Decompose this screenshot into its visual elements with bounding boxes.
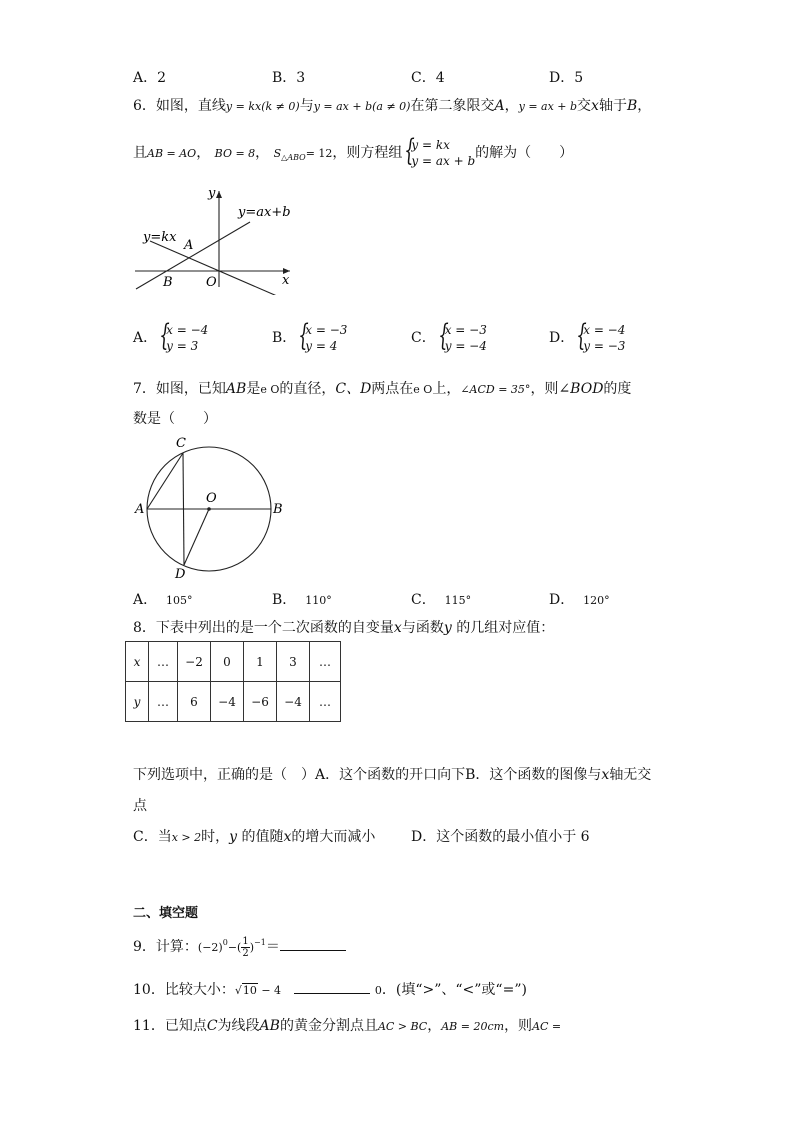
q8-options-line-2: 点	[133, 798, 147, 814]
q11-line: 11．已知点C为线段AB的黄金分割点且AC > BC，AB = 20cm，则AC =	[133, 1018, 562, 1034]
q7-option-a[interactable]: A． 105°	[133, 592, 193, 608]
q8-options-line-1: 下列选项中，正确的是（ ）A．这个函数的开口向下B．这个函数的图像与x轴无交	[133, 767, 652, 783]
q5-option-b[interactable]: B．3	[272, 70, 306, 86]
label-c: C	[176, 436, 186, 451]
q7-option-d[interactable]: D． 120°	[549, 592, 610, 608]
label-o: O	[206, 491, 217, 506]
section-heading-fill-blank: 二、填空题	[133, 906, 199, 921]
q6-option-d[interactable]: D． { x = −4 y = −3	[549, 322, 625, 354]
q5-option-d[interactable]: D．5	[549, 70, 584, 86]
q8-line-1: 8．下表中列出的是一个二次函数的自变量x与函数y 的几组对应值：	[133, 620, 555, 636]
chord-ac	[147, 453, 183, 509]
q10-line: 10．比较大小：√10 − 4 0．(填“>”、“<”或“=”)	[133, 979, 527, 1001]
q8-value-table	[125, 641, 341, 722]
table-row-x: x … −2 0 1 3 …	[126, 642, 341, 682]
q7-circle-figure	[128, 432, 288, 582]
segment-od	[184, 509, 209, 565]
center-dot	[207, 507, 211, 511]
label-point-a: A	[184, 238, 194, 253]
label-origin-o: O	[206, 275, 217, 290]
q7-option-c[interactable]: C． 115°	[411, 592, 472, 608]
q6-option-a[interactable]: A． { x = −4 y = 3	[133, 322, 208, 354]
label-d: D	[175, 567, 186, 582]
table-row-y: y … 6 −4 −6 −4 …	[126, 682, 341, 722]
q6-line-1: 6．如图，直线y = kx(k ≠ 0)与y = ax + b(a ≠ 0)在第二象限交A，y = ax + b交x轴于B，	[133, 98, 652, 114]
label-point-b: B	[163, 275, 173, 290]
q6-option-b[interactable]: B． { x = −3 y = 4	[272, 322, 347, 354]
q5-option-c[interactable]: C．4	[411, 70, 445, 86]
label-a: A	[135, 502, 145, 517]
q9-answer-blank[interactable]	[280, 936, 346, 951]
q8-option-c[interactable]: C．当x > 2时，y 的值随x的增大而减小	[133, 829, 376, 845]
q7-option-b[interactable]: B． 110°	[272, 592, 332, 608]
q10-answer-blank[interactable]	[294, 979, 370, 994]
q9-line: 9．计算：$(-2)^0-$( $\frac{1}{2}$ )$^{-1}$＝	[133, 933, 346, 959]
label-b: B	[273, 502, 283, 517]
q6-equation-system: { y = kx y = ax + b	[402, 137, 475, 169]
q6-line-2: 且AB = AO， BO = 8， $S_{\triangle ABO}= 12$，则方程组 { y = kx y = ax + b 的解为（ ）	[133, 134, 573, 177]
q7-line-1: 7．如图，已知AB是e O的直径，C、D两点在e O上，∠ACD = 35°，则∠BOD的度	[133, 381, 632, 397]
q5-option-a[interactable]: A．2	[133, 70, 167, 86]
q8-option-d[interactable]: D．这个函数的最小值小于 6	[411, 829, 590, 845]
label-y: y	[208, 186, 216, 201]
q6-graph-figure	[130, 185, 300, 295]
chord-cd	[183, 453, 184, 565]
label-x: x	[282, 273, 290, 288]
label-line1: y=kx	[143, 230, 177, 245]
y-axis-arrow-icon	[216, 191, 222, 198]
fraction-one-half: $\frac{1}{2}$	[242, 935, 249, 959]
label-line2: y=ax+b	[238, 205, 291, 220]
q7-line-2: 数是（ ）	[133, 411, 217, 427]
q6-option-c[interactable]: C． { x = −3 y = −4	[411, 322, 487, 354]
